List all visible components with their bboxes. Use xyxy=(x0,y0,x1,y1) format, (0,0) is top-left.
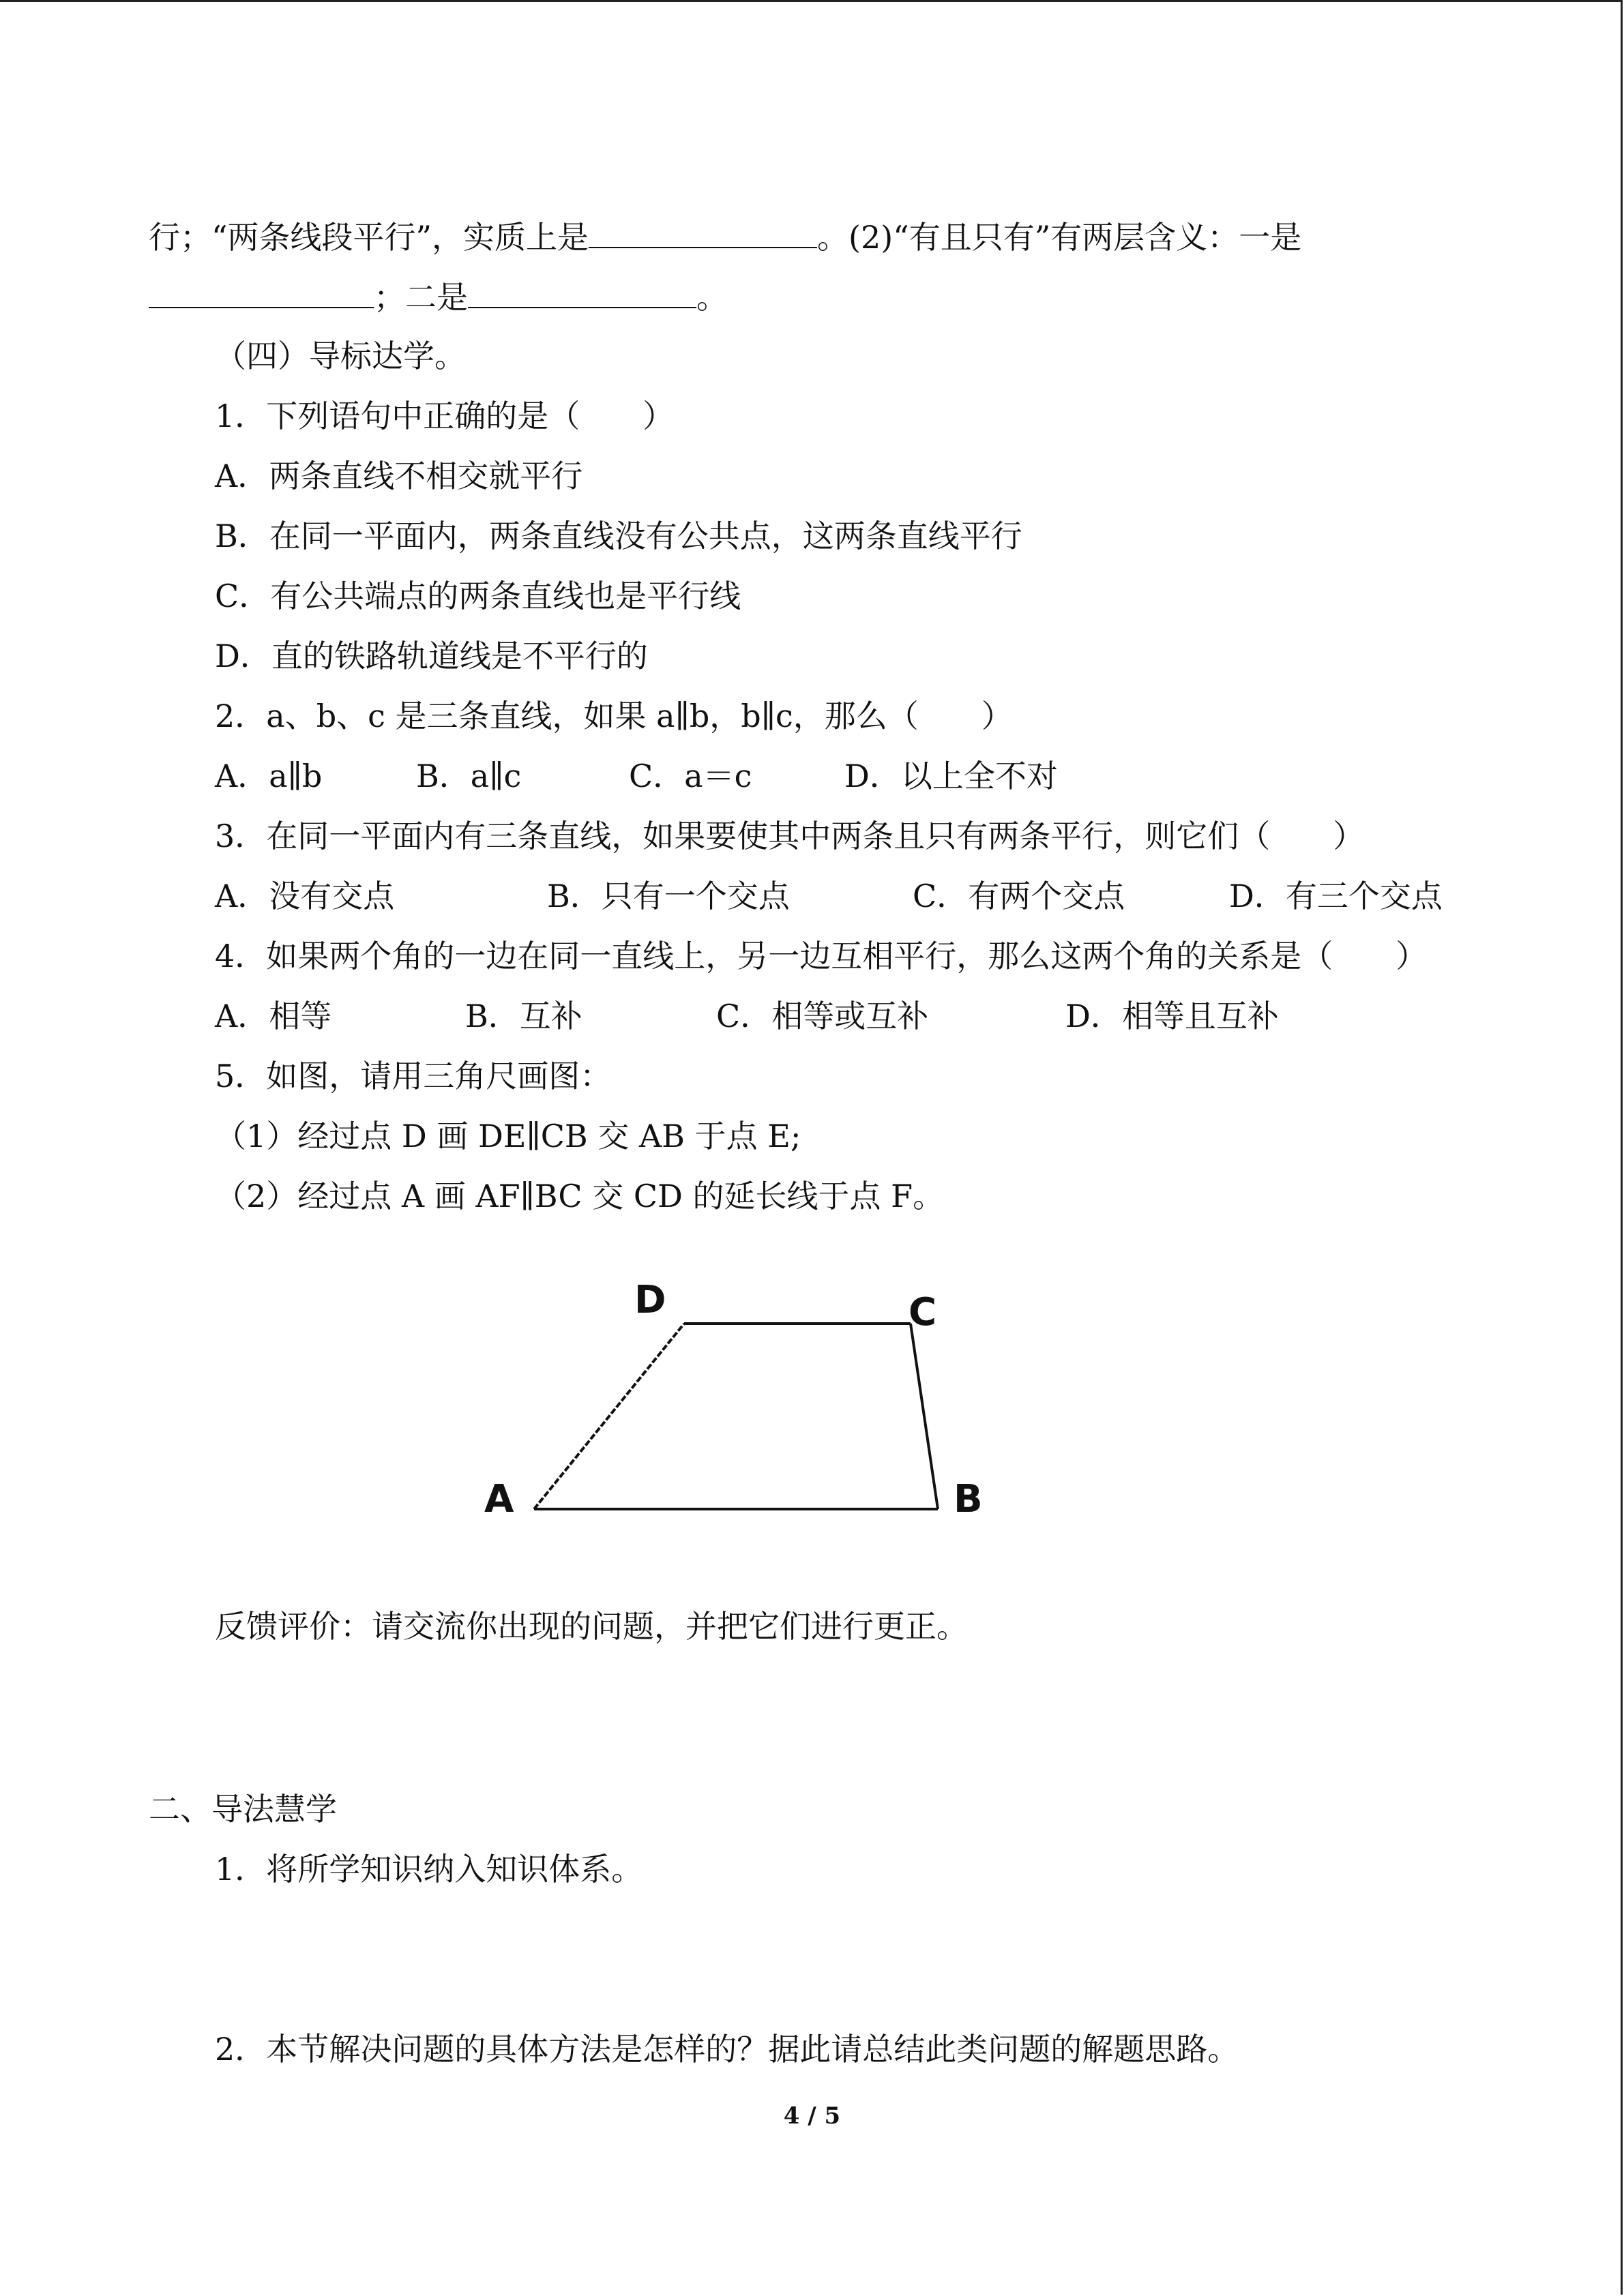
answer-blank-2[interactable] xyxy=(149,277,374,308)
trapezoid-diagram xyxy=(471,1265,1003,1524)
section4-heading: （四）导标达学。 xyxy=(215,338,466,374)
q1-stem: 1．下列语句中正确的是（ ） xyxy=(215,398,675,434)
text-line-1 xyxy=(149,217,1301,256)
q1-option-d: D．直的铁路轨道线是不平行的 xyxy=(215,638,648,674)
q5-stem: 5．如图，请用三角尺画图： xyxy=(215,1058,612,1094)
q4-stem: 4．如果两个角的一边在同一直线上，另一边互相平行，那么这两个角的关系是（ ） xyxy=(215,938,1428,974)
q3-stem: 3．在同一平面内有三条直线，如果要使其中两条且只有两条平行，则它们（ ） xyxy=(215,818,1365,854)
q1-option-c: C．有公共端点的两条直线也是平行线 xyxy=(215,578,741,614)
line1-part-b: 。(2)“有且只有”有两层含义：一是 xyxy=(817,219,1302,256)
line2-part-a: ；二是 xyxy=(374,279,468,316)
q5-sub2: （2）经过点 A 画 AF∥BC 交 CD 的延长线于点 F。 xyxy=(215,1178,945,1214)
section2-heading: 二、导法慧学 xyxy=(149,1791,337,1828)
q1-option-a: A．两条直线不相交就平行 xyxy=(215,458,583,494)
page-number: 4 / 5 xyxy=(783,2102,841,2130)
section2-item-1: 1．将所学知识纳入知识体系。 xyxy=(215,1851,643,1888)
label-b: B xyxy=(954,1477,983,1521)
line2-part-b: 。 xyxy=(696,279,728,316)
q2-option-b: B．a∥c xyxy=(416,758,522,794)
q3-option-a: A．没有交点 xyxy=(215,878,395,914)
feedback-text: 反馈评价：请交流你出现的问题，并把它们进行更正。 xyxy=(215,1608,968,1645)
q3-option-b: B．只有一个交点 xyxy=(547,878,790,914)
q2-stem: 2．a、b、c 是三条直线，如果 a∥b，b∥c，那么（ ） xyxy=(215,698,1013,734)
label-a: A xyxy=(484,1477,514,1521)
q1-option-b: B．在同一平面内，两条直线没有公共点，这两条直线平行 xyxy=(215,518,1022,554)
q4-option-a: A．相等 xyxy=(215,998,332,1034)
q3-option-d: D．有三个交点 xyxy=(1229,878,1443,914)
q5-sub1: （1）经过点 D 画 DE∥CB 交 AB 于点 E; xyxy=(215,1118,801,1154)
label-c: C xyxy=(909,1290,937,1335)
label-d: D xyxy=(634,1278,666,1322)
q4-option-b: B．互补 xyxy=(465,998,582,1034)
section2-item-2: 2．本节解决问题的具体方法是怎样的？据此请总结此类问题的解题思路。 xyxy=(215,2031,1239,2068)
edge-cb xyxy=(911,1324,938,1509)
line1-part-a: 行；“两条线段平行”，实质上是 xyxy=(149,219,589,256)
answer-blank-3[interactable] xyxy=(468,277,696,308)
q3-option-c: C．有两个交点 xyxy=(913,878,1125,914)
q4-option-c: C．相等或互补 xyxy=(716,998,929,1034)
answer-blank-1[interactable] xyxy=(589,217,817,248)
edge-ad xyxy=(534,1324,684,1509)
q2-option-a: A．a∥b xyxy=(215,758,323,794)
text-line-2 xyxy=(149,277,728,316)
q4-option-d: D．相等且互补 xyxy=(1065,998,1279,1034)
q2-option-c: C．a＝c xyxy=(629,758,752,794)
q2-option-d: D．以上全不对 xyxy=(844,758,1058,794)
